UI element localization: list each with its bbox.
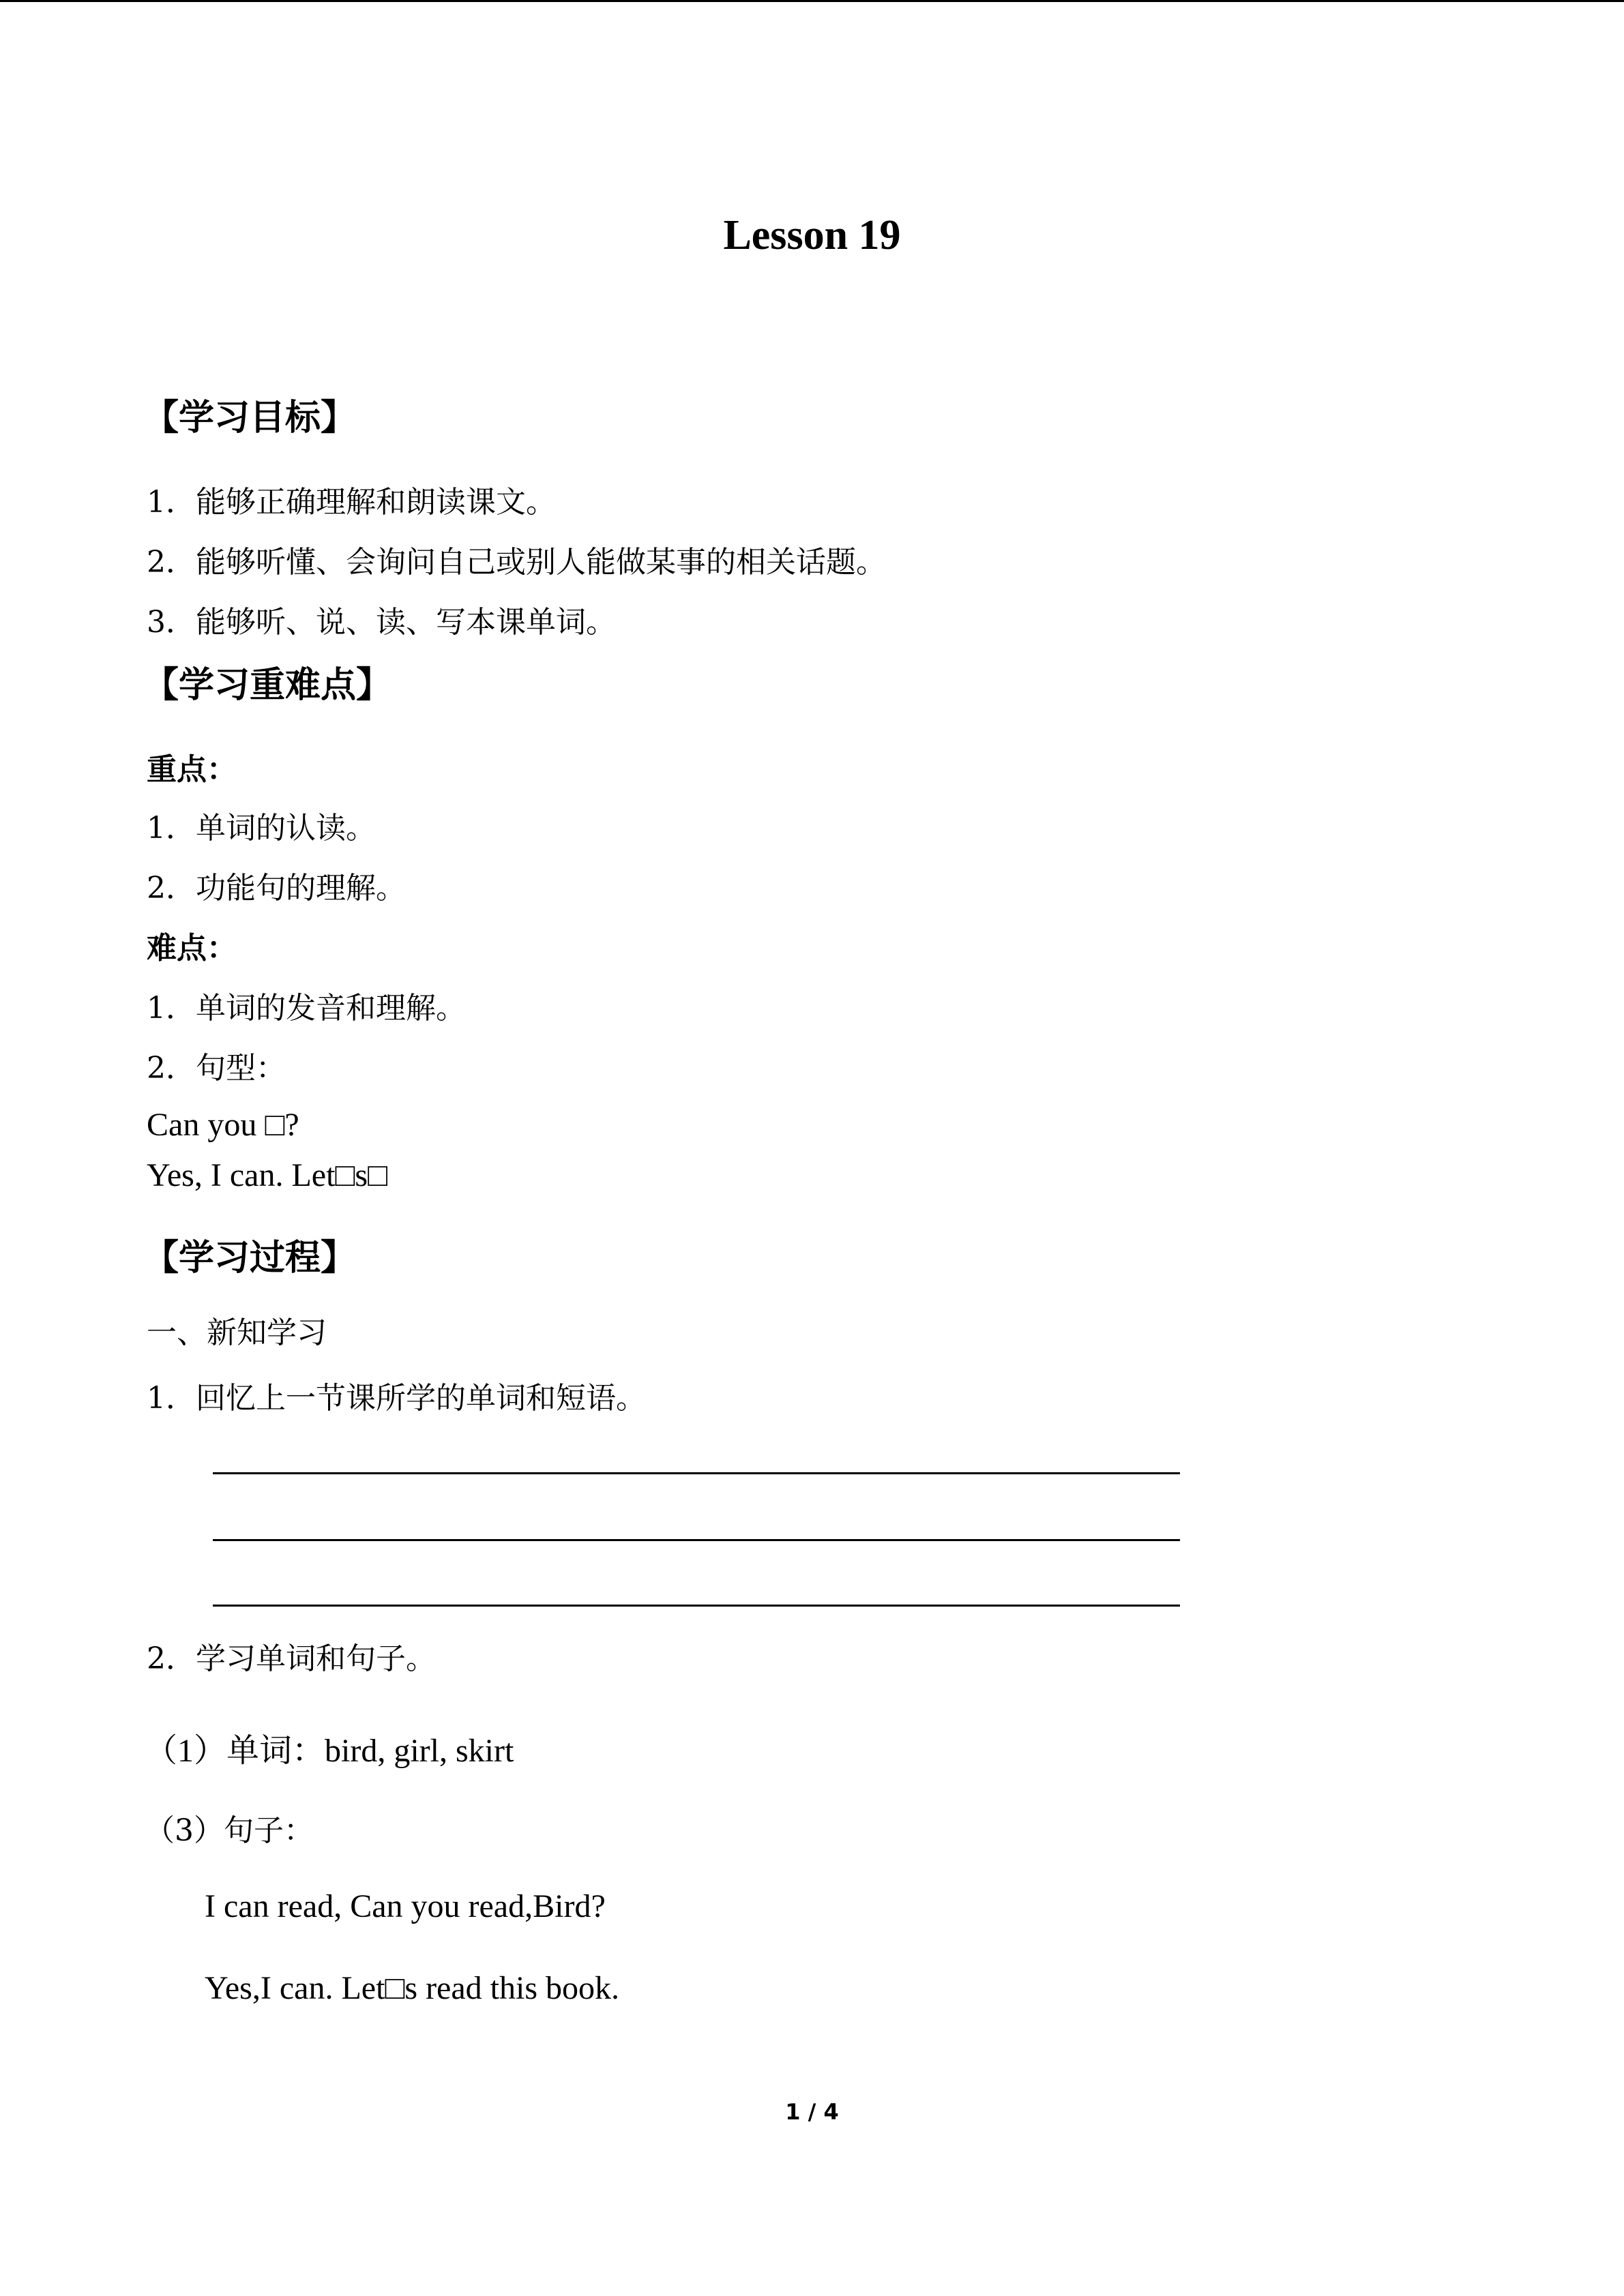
pattern-question: Can you □? bbox=[147, 1107, 299, 1143]
difficulty-item-1: 1．单词的发音和理解。 bbox=[147, 991, 466, 1026]
sentence-1: I can read, Can you read,Bird? bbox=[205, 1888, 606, 1924]
words-list: （1）单词：bird, girl, skirt bbox=[145, 1733, 514, 1769]
page-number: 1 / 4 bbox=[785, 2099, 839, 2125]
process-step-1: 1．回忆上一节课所学的单词和短语。 bbox=[147, 1381, 646, 1416]
objective-item-3: 3．能够听、说、读、写本课单词。 bbox=[147, 605, 616, 640]
answer-blank-line[interactable] bbox=[213, 1539, 1180, 1541]
difficulty-item-2: 2．句型： bbox=[147, 1051, 286, 1086]
page-top-border bbox=[0, 0, 1624, 2]
objectives-heading: 【学习目标】 bbox=[143, 398, 357, 438]
answer-blank-line[interactable] bbox=[213, 1472, 1180, 1474]
focus-label: 重点： bbox=[147, 752, 237, 787]
focus-item-2: 2．功能句的理解。 bbox=[147, 871, 406, 906]
page-title: Lesson 19 bbox=[723, 212, 901, 258]
process-part-1: 一、新知学习 bbox=[147, 1315, 327, 1350]
sentence-2: Yes,I can. Let□s read this book. bbox=[205, 1970, 620, 2006]
sentences-label: （3）句子： bbox=[145, 1813, 314, 1848]
objective-item-2: 2．能够听懂、会询问自己或别人能做某事的相关话题。 bbox=[147, 545, 886, 580]
answer-blank-line[interactable] bbox=[213, 1605, 1180, 1607]
pattern-answer: Yes, I can. Let□s□ bbox=[147, 1157, 388, 1193]
process-heading: 【学习过程】 bbox=[143, 1238, 357, 1279]
objective-item-1: 1．能够正确理解和朗读课文。 bbox=[147, 485, 556, 520]
difficulty-label: 难点： bbox=[147, 931, 237, 966]
keypoints-heading: 【学习重难点】 bbox=[143, 665, 392, 706]
focus-item-1: 1．单词的认读。 bbox=[147, 811, 376, 846]
process-step-2: 2．学习单词和句子。 bbox=[147, 1641, 436, 1676]
